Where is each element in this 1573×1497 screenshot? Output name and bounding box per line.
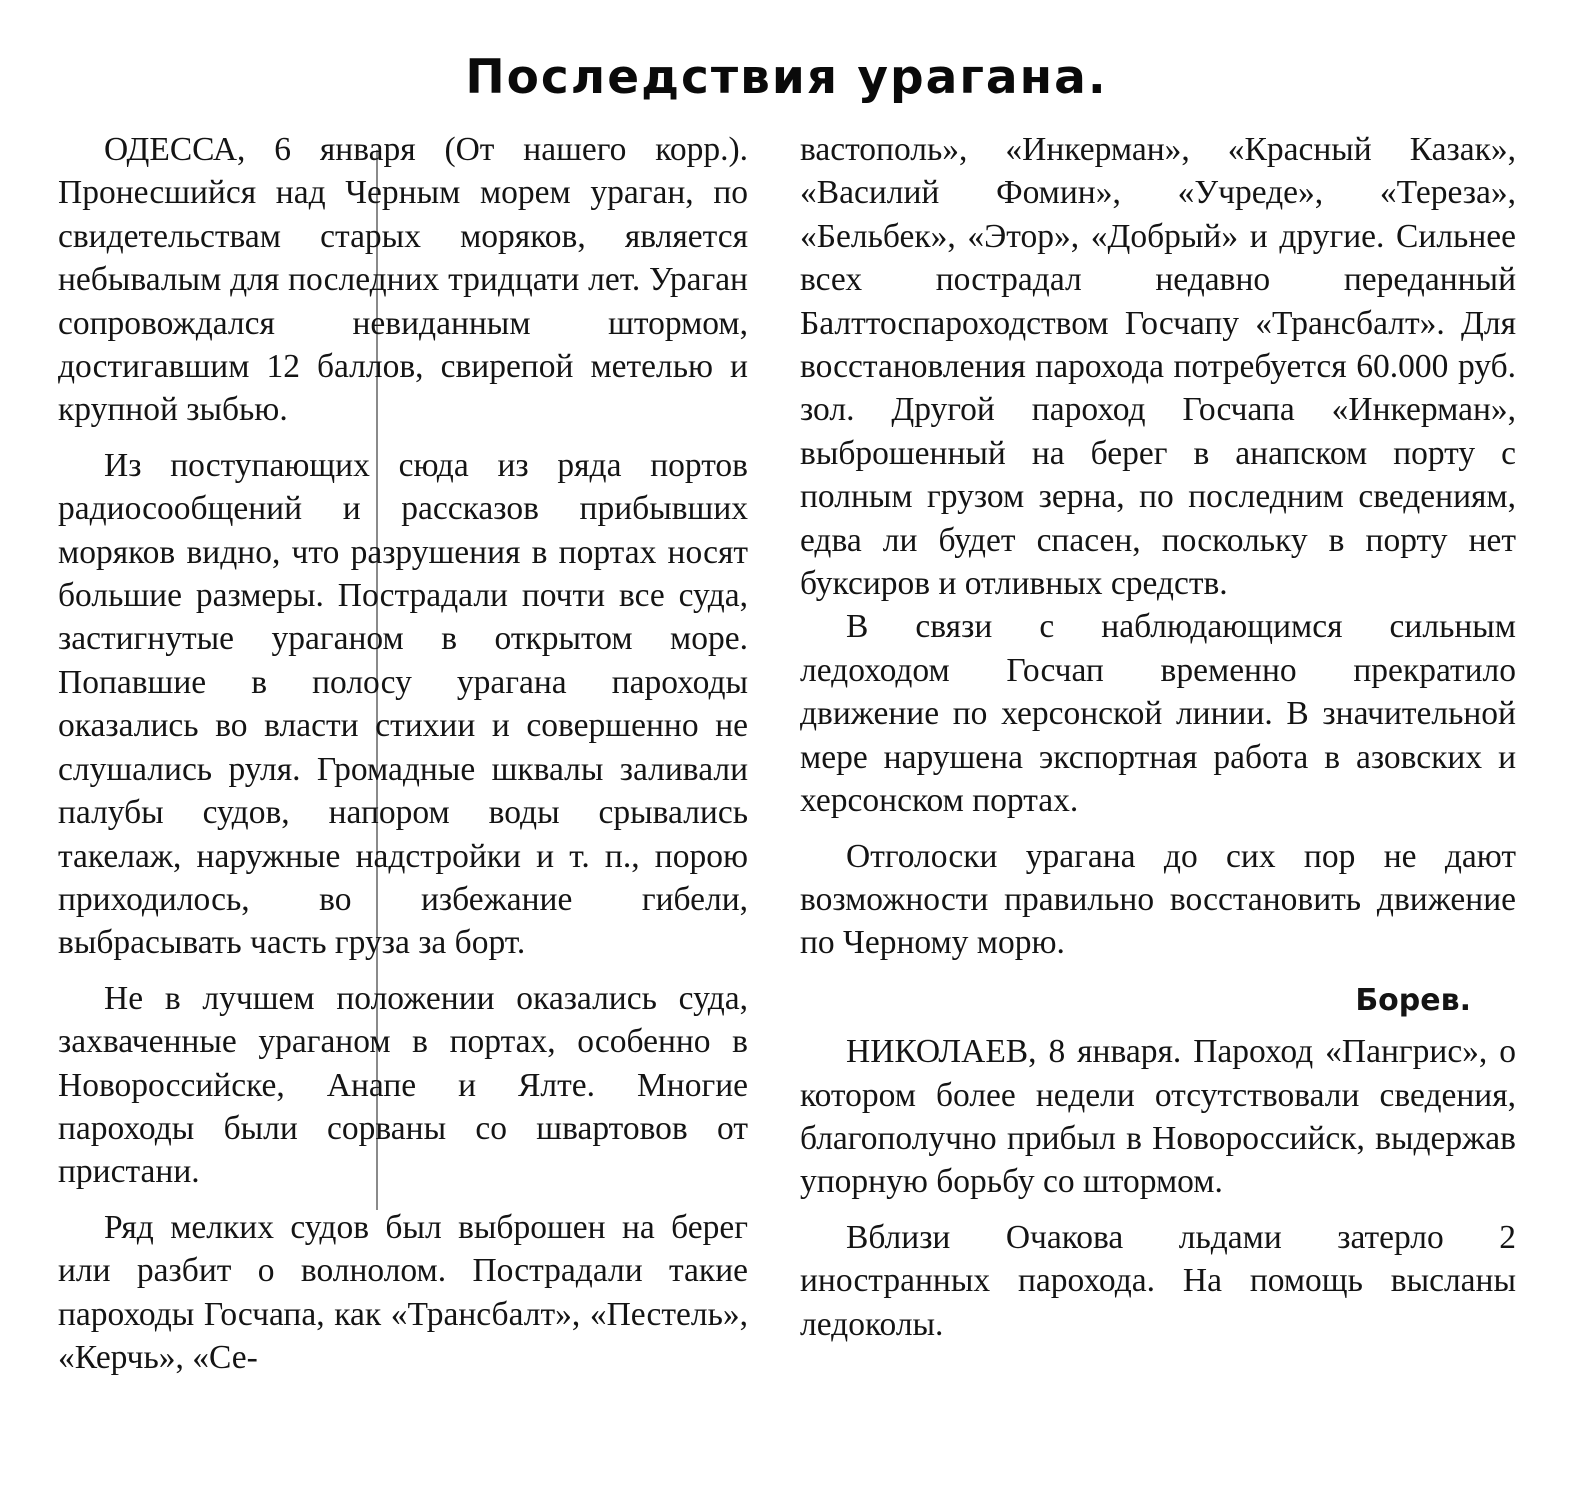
paragraph-damaged-ships-list: вастополь», «Инкерман», «Красный Казак», «Василий Фомин», «Учреде», «Тереза», «Бельбек», «Этор», «Добрый» и другие. Сильнее всех пострадал недавно переданный Балттоспароходством Госчапу «Трансбалт». Для восстановления парохода потребуется 60.000 руб. зол. Другой пароход Госчапа «Инкерман», выброшенный на берег в анапском порту с полным грузом зерна, по последним сведениям, едва ли будет спасен, поскольку в порту нет буксиров и отливных средств. [800, 131, 1516, 603]
paragraph-aftermath: Отголоски урагана до сих пор не дают возможности правильно восстановить движение по Черному морю. [800, 837, 1516, 962]
paragraph-ice-drift: В связи с наблюдающимся сильным ледоходом Госчап временно прекратило движение по херсонской линии. В значительной мере нарушена экспортная работа в азовских и херсонском портах. [800, 608, 1516, 820]
paragraph-nikolaev: НИКОЛАЕВ, 8 января. Пароход «Пангрис», о котором более недели отсутствовали сведения, благополучно прибыл в Новороссийск, выдержав упорную борьбу со штормом. [800, 1033, 1516, 1201]
paragraph-port-damage: Из поступающих сюда из ряда портов радиосообщений и рассказов прибывших моряков видно, что разрушения в портах носят большие размеры. Пострадали почти все суда, застигнутые ураганом в открытом море. Попавшие в полосу урагана пароходы оказались во власти стихии и совершенно не слушались руля. Громадные шквалы заливали палубы судов, напором воды срывались такелаж, наружные надстройки и т. п., порою приходилось, во избежание гибели, выбрасывать часть груза за борт. [58, 446, 748, 962]
paragraph-odessa-intro: ОДЕССА, 6 января (От нашего корр.). Пронесшийся над Черным морем ураган, по свидетельствам старых моряков, является небывалым для последних тридцати лет. Ураган сопровождался невиданным штормом, достигавшим 12 баллов, свирепой метелью и крупной зыбью. [58, 131, 748, 429]
left-column [58, 128, 748, 1379]
paragraph-small-vessels: Ряд мелких судов был выброшен на берег или разбит о волнолом. Пострадали такие пароходы Госчапа, как «Трансбалт», «Пестель», «Керчь», «Се- [58, 1208, 748, 1376]
article-headline: Последствия урагана. [465, 50, 1108, 105]
author-signature: Борев. [1355, 982, 1471, 1018]
right-column [800, 128, 1516, 1346]
paragraph-ochakov: Вблизи Очакова льдами затерло 2 иностранных парохода. На помощь высланы ледоколы. [800, 1218, 1516, 1343]
paragraph-ships-in-ports: Не в лучшем положении оказались суда, захваченные ураганом в портах, особенно в Новороссийске, Анапе и Ялте. Многие пароходы были сорваны со швартовов от пристани. [58, 979, 748, 1191]
